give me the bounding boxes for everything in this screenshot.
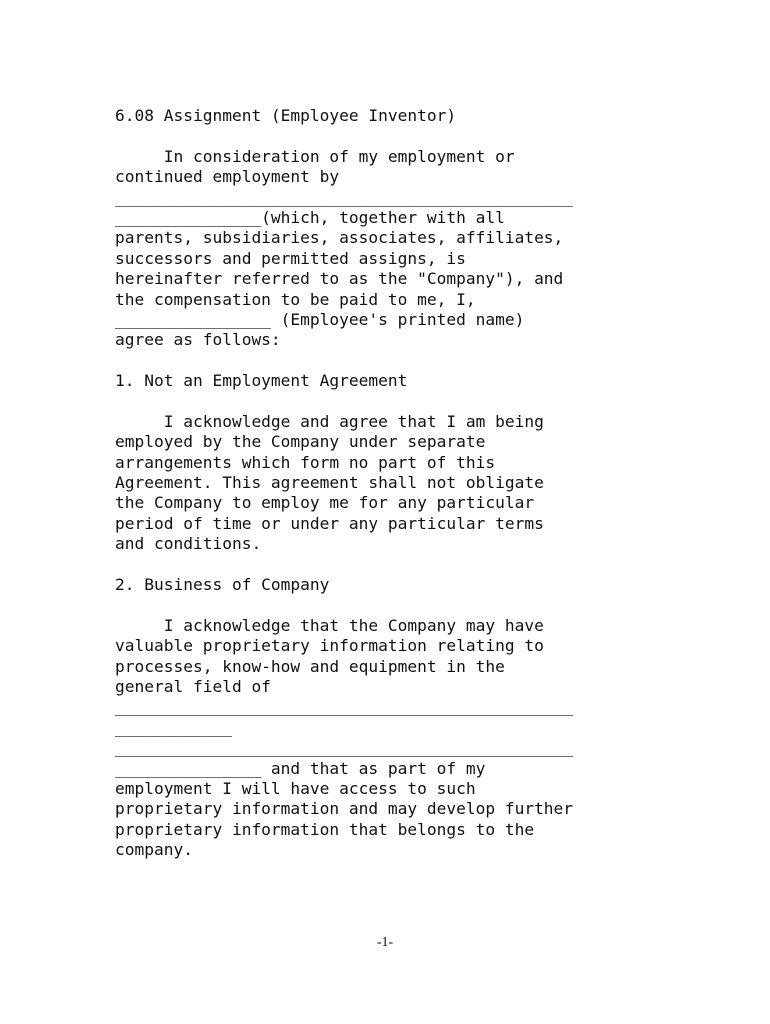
field-blank: _______________________________________________ (115, 697, 574, 717)
section-2-line: processes, know-how and equipment in the (115, 656, 505, 676)
page-number: -1- (376, 935, 394, 950)
section-2-line: proprietary information and may develop further (115, 799, 574, 819)
blank-line (115, 351, 660, 371)
section-1-line: period of time or under any particular terms (115, 513, 544, 533)
blank-line (115, 391, 660, 411)
intro-line: continued employment by (115, 167, 340, 187)
field-blank: ____________ (115, 717, 232, 737)
employee-name-blank: ________________ (Employee's printed name) (115, 309, 525, 329)
intro-paragraph (115, 147, 660, 351)
section-2-line: general field of (115, 676, 271, 696)
section-2-line: proprietary information that belongs to the (115, 819, 535, 839)
section-2-line: I acknowledge that the Company may have (115, 615, 544, 635)
section-1-line: employed by the Company under separate (115, 432, 486, 452)
section-2-line: employment I will have access to such (115, 778, 476, 798)
company-name-blank: _______________________________________________ (115, 187, 574, 207)
field-blank: _______________________________________________ (115, 738, 574, 758)
section-2-heading: 2. Business of Company (115, 574, 330, 594)
section-2-line: _______________ and that as part of my (115, 758, 486, 778)
section-1-heading: 1. Not an Employment Agreement (115, 371, 408, 391)
section-2-line: valuable proprietary information relating to (115, 636, 544, 656)
intro-line: agree as follows: (115, 330, 281, 350)
document-heading: 6.08 Assignment (Employee Inventor) (115, 106, 457, 125)
document-body (115, 106, 660, 860)
section-1-line: and conditions. (115, 534, 262, 554)
intro-line: parents, subsidiaries, associates, affiliates, (115, 228, 564, 248)
section-1-line: arrangements which form no part of this (115, 452, 496, 472)
intro-line: the compensation to be paid to me, I, (115, 289, 476, 309)
intro-line: _______________(which, together with all (115, 207, 505, 227)
blank-line (115, 555, 660, 575)
intro-line: hereinafter referred to as the "Company"), and (115, 269, 564, 289)
section-1-line: Agreement. This agreement shall not obligate (115, 473, 544, 493)
intro-line: successors and permitted assigns, is (115, 248, 466, 268)
section-1-line: the Company to employ me for any particular (115, 493, 535, 513)
section-1-paragraph (115, 412, 660, 555)
section-1-line: I acknowledge and agree that I am being (115, 411, 544, 431)
section-2-line: company. (115, 840, 193, 860)
section-2-paragraph (115, 616, 660, 861)
intro-line: In consideration of my employment or (115, 146, 515, 166)
blank-line (115, 595, 660, 615)
blank-line (115, 126, 660, 146)
